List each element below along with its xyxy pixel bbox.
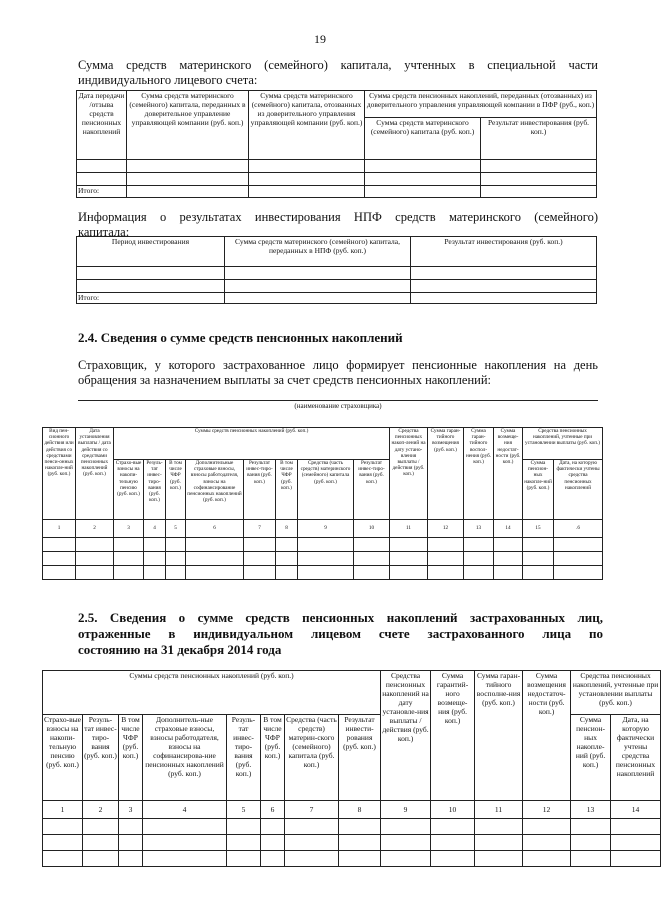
t2-header-capital: Сумма средств материнского (семейного) капитала, переданных в НПФ (руб. коп.) (225, 237, 411, 267)
t1-header-capital-sum: Сумма средств материнского (семейного) капитала (руб. коп.) (365, 118, 481, 160)
col-number: 13 (571, 801, 611, 819)
section-2-5-title (78, 610, 603, 658)
t3-header-fact-date: Дата, на которую фактически учтены средства пенсионных накоплений (554, 460, 603, 520)
s24-line-1: Страховщик, у которого застрахованное лицо формирует пенсионные накопления на день (78, 358, 598, 372)
table-row (43, 538, 603, 552)
col-number: 13 (464, 520, 494, 538)
intro-line-1: Сумма средств материнского (семейного) капитала, учтенных в специальной части (78, 58, 598, 72)
t4-header-result-1: Резуль-тат инвес-тиро-вания (руб. коп.) (83, 715, 119, 801)
t3-header-savings-on-date: Средства пенсионных накоп-лений на дату устано-вления выплаты / действия (руб. коп.) (390, 428, 428, 520)
col-number: .6 (554, 520, 603, 538)
col-number: 11 (390, 520, 428, 538)
col-number: 5 (166, 520, 186, 538)
table-row (77, 280, 597, 293)
col-number: 4 (143, 801, 227, 819)
t2-total-row (77, 293, 597, 304)
col-number: 6 (261, 801, 285, 819)
col-number: 14 (611, 801, 661, 819)
table-row (43, 552, 603, 566)
section-2-4-title: 2.4. Сведения о сумме средств пенсионных накоплений (78, 330, 403, 345)
table-row (43, 851, 661, 867)
t4-header-result-2: Резуль-тат инвес-тиро-вания (руб. коп.) (227, 715, 261, 801)
col-number: 8 (339, 801, 381, 819)
col-number: 7 (244, 520, 276, 538)
t1-header-transferred: Сумма средств материнского (семейного) капитала, переданных в доверительное управление управляющей компании (руб. коп.) (127, 91, 249, 160)
t4-header-chfr-1: В том числе ЧФР (руб. коп.) (119, 715, 143, 801)
col-number: 8 (276, 520, 298, 538)
col-number: 5 (227, 801, 261, 819)
t3-header-savings-sum: Сумма пенсион-ных накопле-ний (руб. коп.) (523, 460, 554, 520)
col-number: 6 (186, 520, 244, 538)
t2-header-period: Период инвестирования (77, 237, 225, 267)
s25-line-1: 2.5. Сведения о сумме средств пенсионных накоплений застрахованных лиц, (78, 610, 603, 625)
page-number: 19 (314, 32, 326, 46)
ils-pension-savings-table (42, 670, 661, 867)
t3-header-guarantee-compensation: Сумма гаран-тийного возмещения (руб. коп.) (428, 428, 464, 520)
col-number: 15 (523, 520, 554, 538)
t4-header-accounted-group: Средства пенсионных накоплений, учтенные при установлении выплаты (руб. коп.) (571, 671, 661, 715)
intro-line-2: индивидуального лицевого счета: (78, 73, 258, 87)
t4-number-row (43, 801, 661, 819)
t3-header-additional: Дополнительные страховые взносы, взносы работодателя, взносы на софинансирование пенсионных накоплений (руб. коп.) (186, 460, 244, 520)
t1-total-label: Итого: (77, 186, 127, 198)
t3-header-result-1: Резуль-тат инвес-тиро-вания (руб. коп.) (144, 460, 166, 520)
t3-header-chfr-2: В том числе ЧФР (руб. коп.) (276, 460, 298, 520)
table-row (43, 835, 661, 851)
insurer-name-caption: (наименование страховщика) (294, 402, 382, 410)
col-number: 10 (354, 520, 390, 538)
table-row (43, 566, 603, 580)
t4-header-result-3: Результат инвести-рования (руб. коп.) (339, 715, 381, 801)
col-number: 11 (475, 801, 523, 819)
t3-header-maternal: Средства (часть средств) материнского (семейного) капитала (руб. коп.) (298, 460, 354, 520)
t4-header-insurance-contributions: Страхо-вые взносы на накопи-тельную пенсию (руб. коп.) (43, 715, 83, 801)
col-number: 2 (83, 801, 119, 819)
col-number: 14 (494, 520, 523, 538)
table-row (77, 173, 597, 186)
table-row (43, 819, 661, 835)
col-number: 10 (431, 801, 475, 819)
col-number: 1 (43, 520, 76, 538)
s25-line-2: отраженные в индивидуальном лицевом счете застрахованного лица по (78, 626, 603, 641)
maternal-capital-intro (78, 58, 598, 88)
npf-line-2: капитала: (78, 225, 130, 239)
t4-header-sums-group: Суммы средств пенсионных накоплений (руб. коп.) (43, 671, 381, 715)
t3-header-sums-group: Суммы средств пенсионных накоплений (руб. коп.) (114, 428, 390, 460)
t3-header-insurance-contributions: Страхо-вые взносы на накопи-тельную пенсию (руб. коп.) (114, 460, 144, 520)
col-number: 12 (428, 520, 464, 538)
col-number: 4 (144, 520, 166, 538)
t1-header-date: Дата передачи /отзыва средств пенсионных накоплений (77, 91, 127, 160)
t4-header-fact-date: Дата, на которую фактически учтены средства пенсионных накоплений (611, 715, 661, 801)
t4-header-savings-on-date: Средства пенсионных накоплений на дату установле-ния выплаты / действия (руб. коп.) (381, 671, 431, 801)
insurer-name-line (78, 400, 598, 401)
col-number: 3 (119, 801, 143, 819)
t4-header-chfr-2: В том числе ЧФР (руб. коп.) (261, 715, 285, 801)
t3-header-date: Дата установления выплаты / дата действия со средствами пенсионных накоплений (руб. коп.) (76, 428, 114, 520)
t1-header-pension-savings: Сумма средств пенсионных накоплений, переданных (отозванных) из доверительного управления управляющей компании в ПФР (руб., коп.) (365, 91, 597, 118)
t4-header-additional: Дополнитель-ные страховые взносы, взносы работодателя, взносы на софинансирова-ние пенсионных накоплений (руб. коп.) (143, 715, 227, 801)
t3-number-row (43, 520, 603, 538)
t2-total-label: Итого: (77, 293, 225, 304)
col-number: 9 (381, 801, 431, 819)
npf-results-table (76, 236, 597, 304)
pension-savings-table (42, 427, 603, 580)
s24-line-2: обращения за назначением выплаты за счет средств пенсионных накоплений: (78, 373, 492, 387)
col-number: 1 (43, 801, 83, 819)
t3-header-insufficiency: Сумма возмеще-ния недостат-ности (руб. коп.) (494, 428, 523, 520)
t4-header-guarantee-compensation: Сумма гарантий-ного возмеще-ния (руб. коп.) (431, 671, 475, 801)
table-row (77, 267, 597, 280)
npf-line-1: Информация о результатах инвестирования НПФ средств материнского (семейного) (78, 210, 598, 224)
s25-line-3: состоянию на 31 декабря 2014 года (78, 642, 282, 657)
maternal-capital-table (76, 90, 597, 198)
t1-total-row (77, 186, 597, 198)
col-number: 12 (523, 801, 571, 819)
t3-header-action-type: Вид пен-сионного действия или действия со средствами пенси-онных накопле-ний (руб. коп.) (43, 428, 76, 520)
t4-header-guarantee-replenishment: Сумма гаран-тийного восполне-ния (руб. коп.) (475, 671, 523, 801)
t4-header-maternal: Средства (часть средств) материн-ского (семейного) капитала (руб. коп.) (285, 715, 339, 801)
col-number: 9 (298, 520, 354, 538)
t2-header-result: Результат инвестирования (руб. коп.) (411, 237, 597, 267)
table-row (77, 160, 597, 173)
t3-header-accounted-group: Средства пенсионных накоплений, учтенные при установлении выплаты (руб. коп.) (523, 428, 603, 460)
t4-header-savings-sum: Сумма пенсион-ных накопле-ний (руб. коп.) (571, 715, 611, 801)
t1-header-investment-result: Результат инвестирования (руб. коп.) (481, 118, 597, 160)
t4-header-insufficiency: Сумма возмещения недостаточ-ности (руб. коп.) (523, 671, 571, 801)
col-number: 7 (285, 801, 339, 819)
section-2-4-text (78, 358, 598, 388)
t3-header-result-3: Результат инвес-тиро-вания (руб. коп.) (354, 460, 390, 520)
t3-header-result-2: Результат инвес-тиро-вания (руб. коп.) (244, 460, 276, 520)
t3-header-chfr-1: В том числе ЧФР (руб. коп.) (166, 460, 186, 520)
col-number: 2 (76, 520, 114, 538)
t1-header-withdrawn: Сумма средств материнского (семейного) капитала, отозванных из доверительного управления управляющей компании (руб. коп.) (249, 91, 365, 160)
t3-header-guarantee-replenishment: Сумма гаран-тийного воспол-нения (руб. коп.) (464, 428, 494, 520)
col-number: 3 (114, 520, 144, 538)
